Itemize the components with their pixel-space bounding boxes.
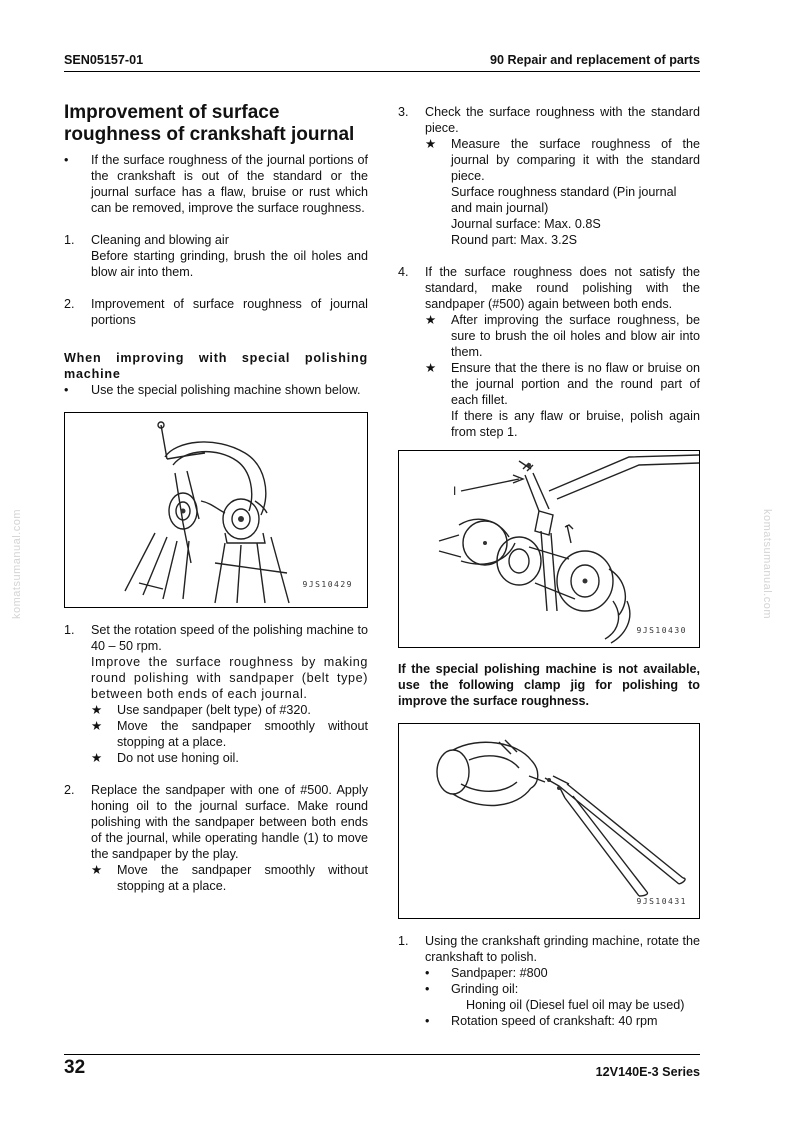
page-number: 32 [64, 1057, 86, 1078]
page-title: Improvement of surface roughness of crankshaft journal [64, 102, 355, 145]
polish-step-1-note-2: ★ Move the sandpaper smoothly without stopping at a place. [91, 719, 368, 749]
polish-step-2-note-1: ★ Move the sandpaper smoothly without stopping at a place. [91, 863, 368, 893]
section-title: 90 Repair and replacement of parts [490, 53, 700, 67]
step-4: 4. If the surface roughness does not satisfy the standard, make round polishing with the sandpaper (#500) again between both ends. [398, 265, 700, 311]
subheading-special-machine: When improving with special polishing machine [64, 351, 368, 381]
step-2: 2. Improvement of surface roughness of journal portions [64, 297, 368, 327]
right-column [398, 104, 700, 1029]
grinding-oil-detail: Honing oil (Diesel fuel oil may be used) [466, 998, 685, 1012]
step-4-note-2: ★ Ensure that the there is no flaw or bruise on the journal portion and the round part of each fillet. If there is any flaw or bruise, polish again from step 1. [425, 361, 700, 439]
machine-bullet: • Use the special polishing machine shown below. [64, 383, 361, 397]
step-3-note: ★ Measure the surface roughness of the journal by comparing it with the standard piece. Surface roughness standard (Pin journal and main journal) Journal surface: Max. 0.8S Round part: Max. 3.2S [425, 137, 700, 247]
handle-callout-label: I [453, 484, 457, 498]
figure-polishing-machine [64, 412, 368, 608]
watermark-right: komatsumanual.com [761, 509, 773, 619]
figure-code: 9JS10429 [302, 580, 353, 589]
step-4-note-1: ★ After improving the surface roughness, be sure to brush the oil holes and blow air into them. [425, 313, 700, 359]
header-rule [64, 71, 700, 72]
series-label: 12V140E-3 Series [595, 1065, 700, 1079]
alternative-method-note: If the special polishing machine is not available, use the following clamp jig for polishing to improve the surface roughness. [398, 662, 700, 708]
figure-clamp-jig [398, 723, 700, 919]
grinding-item-sandpaper: • Sandpaper: #800 [425, 966, 548, 980]
step-3: 3. Check the surface roughness with the standard piece. [398, 105, 700, 135]
polish-step-1-note-1: ★ Use sandpaper (belt type) of #320. [91, 703, 311, 717]
polish-step-1-note-3: ★ Do not use honing oil. [91, 751, 239, 765]
polish-step-1: 1. Set the rotation speed of the polishing machine to 40 – 50 rpm. Improve the surface roughness by making round polishing with sandpaper (belt type) between both ends of each journal. [64, 623, 368, 701]
figure-code: 9JS10431 [636, 897, 687, 906]
step-1: 1. Cleaning and blowing air Before starting grinding, brush the oil holes and blow air into them. [64, 233, 368, 279]
grinding-item-oil: • Grinding oil: [425, 982, 519, 996]
figure-handle-crankshaft [398, 450, 700, 648]
watermark-left: komatsumanual.com [11, 509, 23, 619]
clamp-jig-illustration [399, 724, 699, 918]
left-column [64, 102, 368, 894]
figure-code: 9JS10430 [636, 626, 687, 635]
intro-paragraph: • If the surface roughness of the journal portions of the crankshaft is out of the standard or the journal surface has a flaw, bruise or rust which can be removed, improve the surface roughness. [64, 153, 368, 215]
doc-code: SEN05157-01 [64, 53, 144, 67]
crankshaft-handle-illustration [399, 451, 699, 647]
footer-rule [64, 1054, 700, 1055]
polish-step-2: 2. Replace the sandpaper with one of #500. Apply honing oil to the journal surface. Make round polishing with the sandpaper between both ends of the journal, while operating handle (1) to move the sandpaper by the play. [64, 783, 368, 861]
grinding-item-speed: • Rotation speed of crankshaft: 40 rpm [425, 1014, 658, 1028]
grinding-step-1: 1. Using the crankshaft grinding machine, rotate the crankshaft to polish. [398, 934, 700, 964]
